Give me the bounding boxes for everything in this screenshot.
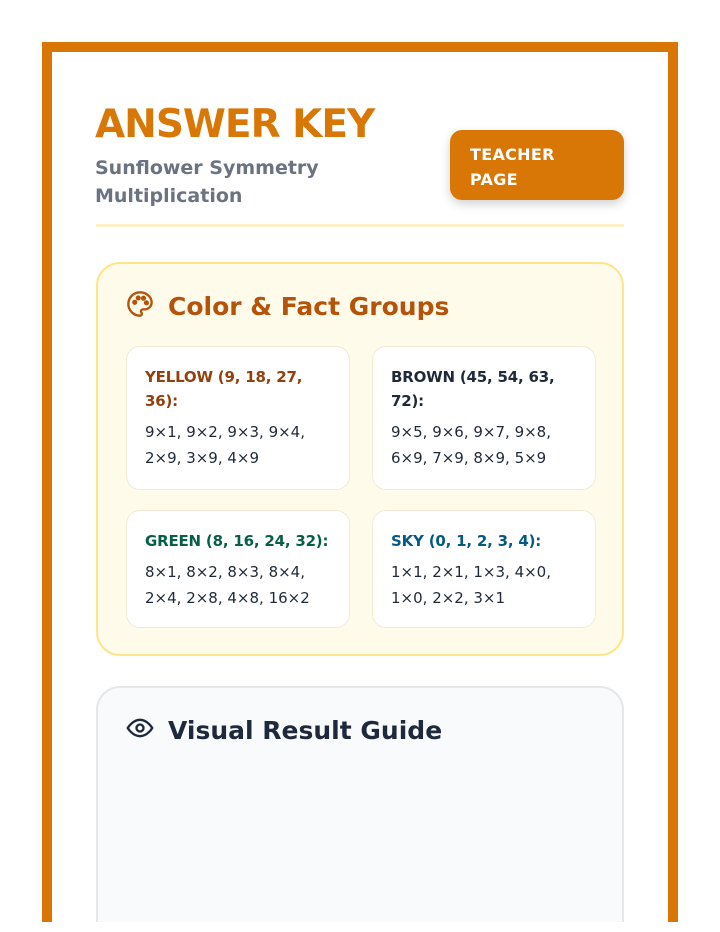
eye-icon	[126, 714, 154, 746]
green-group-title: GREEN (8, 16, 24, 32):	[145, 532, 329, 550]
sky-group-card	[372, 510, 596, 628]
teacher-page-badge: TEACHER PAGE	[450, 130, 624, 200]
sky-group-facts: 1×1, 2×1, 1×3, 4×0, 1×0, 2×2, 3×1	[391, 563, 551, 607]
color-fact-groups-section	[96, 262, 624, 656]
visual-guide-title: Visual Result Guide	[168, 715, 443, 745]
brown-group-card	[372, 346, 596, 490]
yellow-group-card	[126, 346, 350, 490]
header-divider	[96, 224, 624, 227]
palette-icon	[126, 290, 154, 322]
brown-group-title: BROWN (45, 54, 63, 72):	[391, 368, 555, 410]
worksheet-page	[42, 42, 678, 922]
color-groups-title: Color & Fact Groups	[168, 291, 450, 321]
page-title: ANSWER KEY	[95, 102, 375, 147]
brown-group-facts: 9×5, 9×6, 9×7, 9×8, 6×9, 7×9, 8×9, 5×9	[391, 423, 551, 467]
color-groups-heading	[126, 290, 449, 322]
page-subtitle: Sunflower Symmetry Multiplication	[95, 157, 319, 207]
green-group-facts: 8×1, 8×2, 8×3, 8×4, 2×4, 2×8, 4×8, 16×2	[145, 563, 310, 607]
visual-guide-heading	[126, 714, 442, 746]
green-group-card	[126, 510, 350, 628]
visual-result-guide-section	[96, 686, 624, 922]
sky-group-title: SKY (0, 1, 2, 3, 4):	[391, 532, 542, 550]
yellow-group-facts: 9×1, 9×2, 9×3, 9×4, 2×9, 3×9, 4×9	[145, 423, 305, 467]
yellow-group-title: YELLOW (9, 18, 27, 36):	[145, 368, 303, 410]
